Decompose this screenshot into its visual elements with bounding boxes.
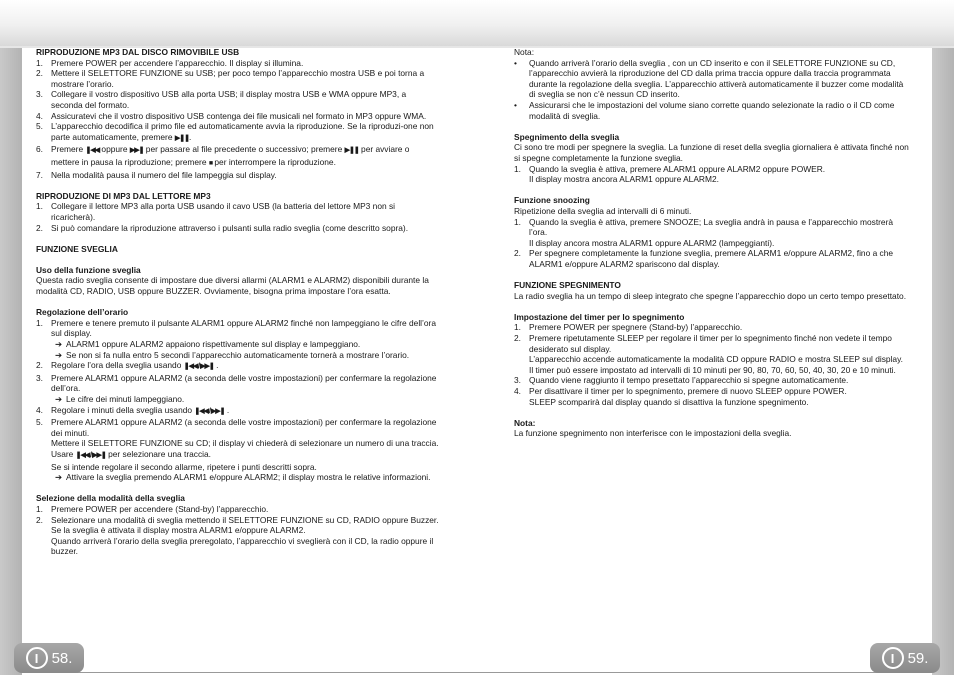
arrow-icon: ➔ xyxy=(54,349,63,360)
header-bar xyxy=(0,0,954,46)
paragraph: Questa radio sveglia consente di impostare due diversi allarmi (ALARM1 e ALARM2) disponibili durante la modalità CD, RADIO, USB oppure BUZZER. Ovviamente, bisogna prima impostare l’ora esatta. xyxy=(36,275,429,297)
subsection-heading: Regolazione dell’orario xyxy=(36,307,129,318)
paragraph: La radio sveglia ha un tempo di sleep integrato che spegne l’apparecchio dopo un certo tempo presettato. xyxy=(514,290,907,301)
right-page-column xyxy=(514,47,910,439)
list-item: 1. Quando la sveglia è attiva, premere SNOOZE; La sveglia andrà in pausa e l’apparecchio mostrerà l’ora. xyxy=(514,216,894,238)
left-edge-strip xyxy=(0,48,22,675)
list-item: 1. Premere e tenere premuto il pulsante ALARM1 oppure ALARM2 finché non lampeggiano le cifre dell’ora sul display. xyxy=(36,317,437,339)
list-item: 4. Assicuratevi che il vostro dispositivo USB contenga dei file musicali nel formato in MP3 oppure WMA. xyxy=(36,110,427,121)
paragraph: Se la sveglia è attivata il display mostra ALARM1 e/oppure ALARM2. xyxy=(51,525,306,536)
arrow-note: ➔ Le cifre dei minuti lampeggiano. xyxy=(36,394,440,405)
subsection-heading: Selezione della modalità della sveglia xyxy=(36,493,185,504)
paragraph: Ripetizione della sveglia ad intervalli di 6 minuti. xyxy=(514,205,692,216)
list-item: 1. Quando la sveglia è attiva, premere ALARM1 oppure ALARM2 oppure POWER. xyxy=(514,163,826,174)
paragraph: L’apparecchio accende automaticamente la modalità CD oppure RADIO e mostra SLEEP sul display. xyxy=(529,354,903,365)
prev-next-icon: ❚◀◀ / ▶▶❚ xyxy=(75,451,106,459)
list-item: 1. Premere POWER per accendere l’apparecchio. Il display si illumina. xyxy=(36,57,304,68)
list-item: 5. Premere ALARM1 oppure ALARM2 (a seconda delle vostre impostazioni) per confermare la regolazione dei minuti. xyxy=(36,417,437,438)
list-item: 2. Selezionare una modalità di sveglia mettendo il SELETTORE FUNZIONE su CD, RADIO oppure Buzzer. xyxy=(36,514,439,525)
list-item: 2. Si può comandare la riproduzione attraverso i pulsanti sulla radio sveglia (come descritto sopra). xyxy=(36,222,409,233)
list-item: 1. Collegare il lettore MP3 alla porta USB usando il cavo USB (la batteria del lettore MP3 non si ricaricherà). xyxy=(36,201,396,222)
section-heading: FUNZIONE SPEGNIMENTO xyxy=(514,280,621,291)
paragraph: Quando arriverà l’orario della sveglia preregolato, l’apparecchio vi sveglierà con il CD, la radio oppure il buzzer. xyxy=(51,535,434,557)
paragraph: SLEEP scomparirà dal display quando si disattiva la funzione spegnimento. xyxy=(529,396,809,407)
list-item: 2. Per spegnere completamente la funzione sveglia, premere ALARM1 e/oppure ALARM2, fino a che ALARM1 e/oppure ALARM2 spariscono dal display. xyxy=(514,248,894,269)
note-heading: Nota: xyxy=(514,417,536,428)
subsection-heading: Spegnimento della sveglia xyxy=(514,131,620,142)
list-item: 4. Regolare i minuti della sveglia usando ❚◀◀ / ▶▶❚ . xyxy=(36,405,440,418)
prev-next-icon: ❚◀◀ / ▶▶❚ xyxy=(194,407,225,415)
note-label: Nota: xyxy=(514,47,535,57)
next-icon: ▶▶❚ xyxy=(129,147,144,155)
bullet-item: • Quando arriverà l’orario della sveglia , con un CD inserito e con il SELETTORE FUNZIONE su CD, l’apparecchio avvierà la riproduzione del CD dalla prima traccia oppure dalla traccia programmata durante la regolazione della sveglia. L’apparecchio attiverà automaticamente il buzzer come modalità di sveglia se non c’è nessun CD inserito. xyxy=(514,57,904,100)
paragraph: Ci sono tre modi per spegnere la sveglia. La funzione di reset della sveglia giornaliera è attivata finché non si spegne completamente la funzione sveglia. xyxy=(514,142,909,163)
paragraph: La funzione spegnimento non interferisce con le impostazioni della sveglia. xyxy=(514,428,792,439)
list-item: 7. Nella modalità pausa il numero del file lampeggia sul display. xyxy=(36,169,277,180)
play-pause-icon: ▶❚❚ xyxy=(174,134,189,142)
bullet-item: • Assicurarsi che le impostazioni del volume siano corrette quando selezionate la radio o il CD come modalità di sveglia. xyxy=(514,99,895,121)
arrow-icon: ➔ xyxy=(54,339,63,350)
prev-next-icon: ❚◀◀ / ▶▶❚ xyxy=(183,363,214,371)
subsection-heading: Funzione snoozing xyxy=(514,195,590,206)
list-item: 2. Mettere il SELETTORE FUNZIONE su USB; per poco tempo l’apparecchio mostra USB e poi torna a mostrare l’orario. xyxy=(36,68,425,89)
list-item: 6. Premere ❚◀◀ oppure ▶▶❚ per passare al file precedente o successivo; premere ▶❚❚ per avviare o mettere in pausa la riproduzione; premere ■ per interrompere la riproduzione. xyxy=(36,144,440,169)
page-number-right: 59. xyxy=(907,649,929,667)
footer-line xyxy=(22,672,932,673)
arrow-icon: ➔ xyxy=(54,472,63,483)
paragraph: Il timer può essere impostato ad intervalli di 10 minuti per 90, 80, 70, 60, 50, 40, 30, 20 e 10 minuti. xyxy=(529,364,896,375)
list-item: 1. Premere POWER per accendere (Stand-by) l’apparecchio. xyxy=(36,503,269,514)
arrow-note: ➔ Attivare la sveglia premendo ALARM1 e/oppure ALARM2; il display mostra le relative informazioni. xyxy=(36,472,440,483)
page-badge-right xyxy=(870,643,940,673)
page-badge-left xyxy=(14,643,84,673)
arrow-note: ➔ Se non si fa nulla entro 5 secondi l’apparecchio automaticamente tornerà a mostrare l’orario. xyxy=(36,350,440,361)
paragraph: Il display ancora mostra ALARM1 oppure ALARM2 (lampeggianti). xyxy=(529,237,775,248)
right-edge-strip xyxy=(932,48,954,675)
page-number-left: 58. xyxy=(51,649,73,667)
list-item: 5. L’apparecchio decodifica il primo file ed automaticamente avvia la riproduzione. Se la riproduzi-one non parte automaticamente, premere ▶❚❚. xyxy=(36,121,440,144)
list-item: 4. Per disattivare il timer per lo spegnimento, premere di nuovo SLEEP oppure POWER. xyxy=(514,386,847,396)
list-item: 1. Premere POWER per spegnere (Stand-by) l’apparecchio. xyxy=(514,322,743,333)
list-item: 2. Regolare l’ora della sveglia usando ❚◀◀ / ▶▶❚ . xyxy=(36,360,440,373)
play-pause-icon: ▶❚❚ xyxy=(344,147,359,155)
arrow-note: ➔ ALARM1 oppure ALARM2 appaiono rispettivamente sul display e lampeggiano. xyxy=(36,339,440,350)
section-heading: FUNZIONE SVEGLIA xyxy=(36,243,118,254)
language-marker: I xyxy=(882,647,904,669)
paragraph: Mettere il SELETTORE FUNZIONE su CD; il display vi chiederà di selezionare un numero di una traccia. Usare ❚◀◀ / ▶▶❚ per selezionare una traccia. xyxy=(36,438,440,461)
paragraph: Se si intende regolare il secondo allarme, ripetere i punti descritti sopra. xyxy=(51,461,317,472)
list-item: 3. Collegare il vostro dispositivo USB alla porta USB; il display mostra USB e WMA oppure MP3, a seconda del formato. xyxy=(36,89,407,110)
subsection-heading: Impostazione del timer per lo spegnimento xyxy=(514,311,685,322)
subsection-heading: Uso della funzione sveglia xyxy=(36,264,141,275)
language-marker: I xyxy=(26,647,48,669)
previous-icon: ❚◀◀ xyxy=(85,147,100,155)
list-item: 3. Quando viene raggiunto il tempo presettato l’apparecchio si spegne automaticamente. xyxy=(514,375,849,386)
left-page-column xyxy=(36,47,440,557)
list-item: 2. Premere ripetutamente SLEEP per regolare il timer per lo spegnimento finché non vedete il tempo desiderato sul display. xyxy=(514,333,892,354)
paragraph: Il display mostra ancora ALARM1 oppure ALARM2. xyxy=(529,174,719,185)
list-item: 3. Premere ALARM1 oppure ALARM2 (a seconda delle vostre impostazioni) per confermare la regolazione dell’ora. xyxy=(36,372,437,394)
section-heading: RIPRODUZIONE MP3 DAL DISCO RIMOVIBILE USB xyxy=(36,47,240,57)
section-heading: RIPRODUZIONE DI MP3 DAL LETTORE MP3 xyxy=(36,190,211,201)
arrow-icon: ➔ xyxy=(54,394,63,404)
stop-icon: ■ xyxy=(208,159,213,167)
